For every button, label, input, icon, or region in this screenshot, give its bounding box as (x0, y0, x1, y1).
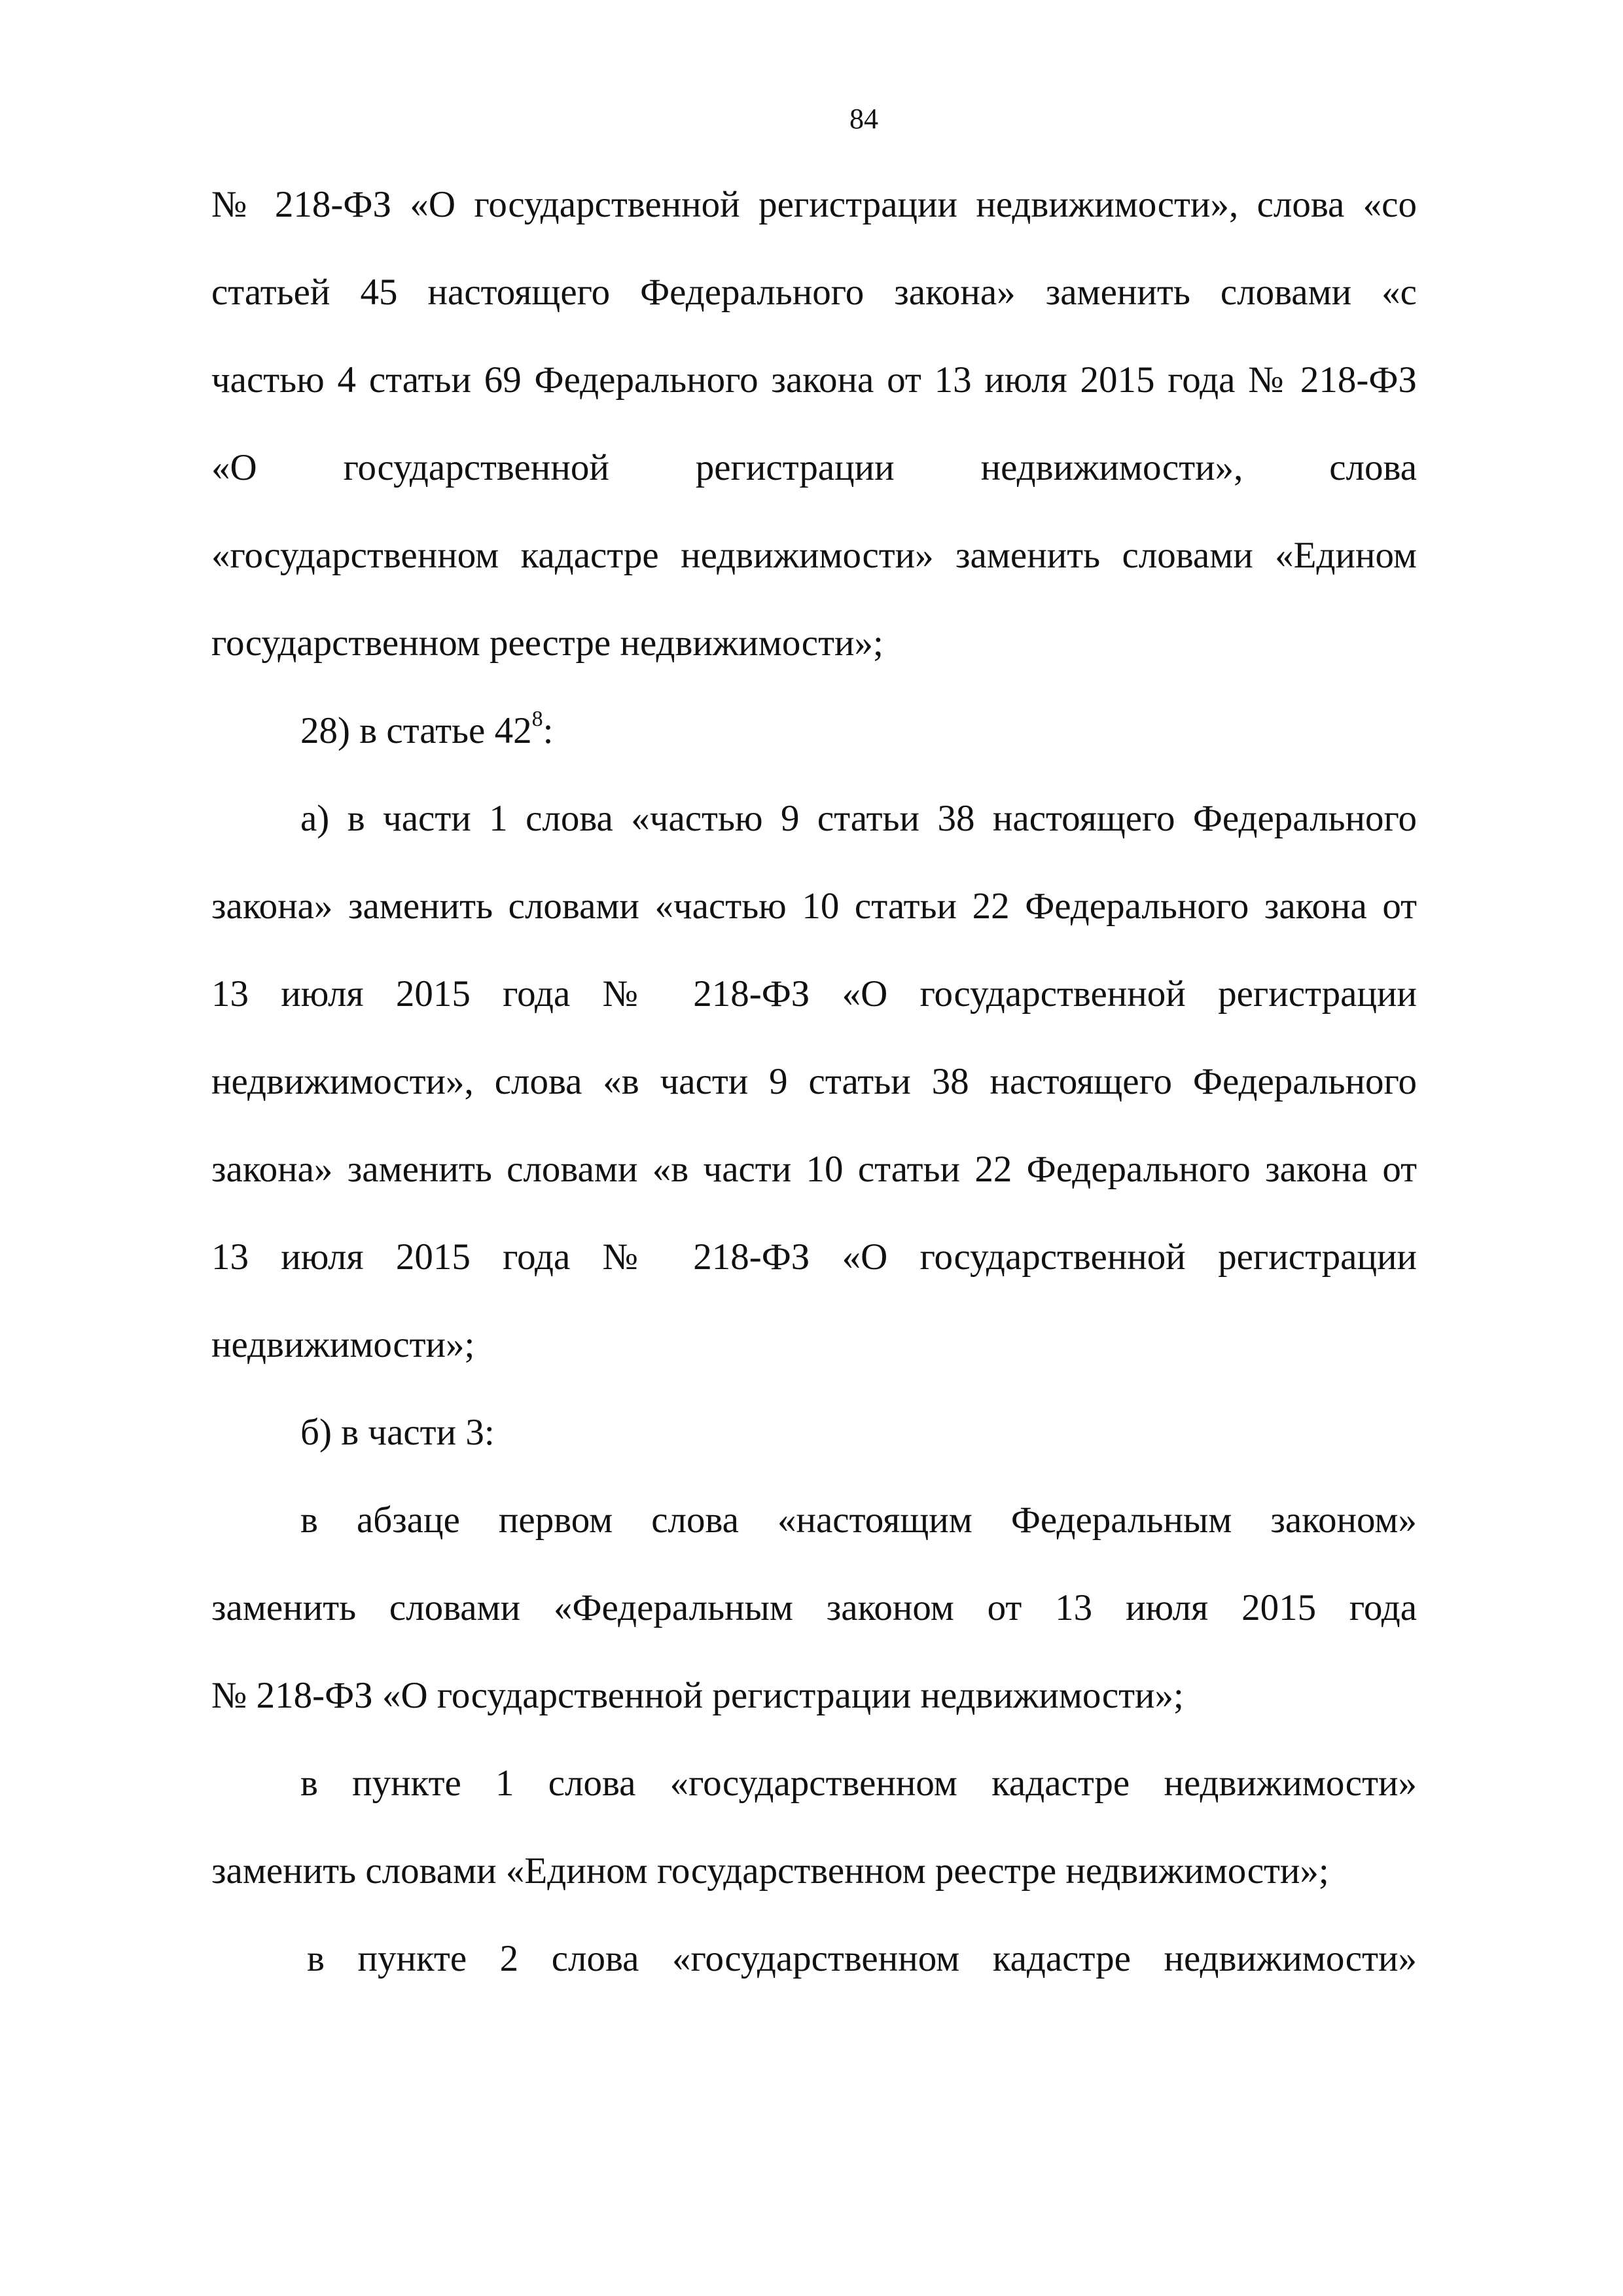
text-line: № 218-ФЗ «О государственной регистрации недвижимости»; (211, 1675, 1184, 1716)
text-line: закона» заменить словами «в части 10 статьи 22 Федерального закона от (211, 1149, 1417, 1190)
text-line: а) в части 1 слова «частью 9 статьи 38 настоящего Федерального (300, 798, 1417, 839)
article-superscript: 8 (531, 708, 543, 731)
text-line: недвижимости»; (211, 1324, 475, 1365)
article-heading (300, 708, 1417, 755)
text-line: «государственном кадастре недвижимости» заменить словами «Едином (211, 535, 1417, 576)
article-heading-suffix: : (543, 710, 554, 751)
text-line: 13 июля 2015 года № 218-ФЗ «О государственной регистрации (211, 1236, 1417, 1278)
text-line: № 218-ФЗ «О государственной регистрации недвижимости», слова «со (211, 184, 1417, 225)
text-line: б) в части 3: (300, 1412, 495, 1453)
text-line: заменить словами «Федеральным законом от 13 июля 2015 года (211, 1587, 1417, 1628)
text-line: 13 июля 2015 года № 218-ФЗ «О государственной регистрации (211, 973, 1417, 1014)
text-line: в пункте 2 слова «государственном кадастре недвижимости» (307, 1938, 1417, 1979)
page-number: 84 (849, 103, 878, 135)
text-line: государственном реестре недвижимости»; (211, 622, 883, 664)
text-line: частью 4 статьи 69 Федерального закона от 13 июля 2015 года № 218-ФЗ (211, 359, 1417, 401)
text-line: статьей 45 настоящего Федерального закона» заменить словами «с (211, 272, 1417, 313)
text-line: в пункте 1 слова «государственном кадастре недвижимости» (300, 1763, 1417, 1804)
text-line: закона» заменить словами «частью 10 статьи 22 Федерального закона от (211, 886, 1417, 927)
text-line: «О государственной регистрации недвижимости», слова (211, 447, 1417, 488)
text-line: в абзаце первом слова «настоящим Федеральным законом» (300, 1499, 1417, 1541)
text-line: недвижимости», слова «в части 9 статьи 38 настоящего Федерального (211, 1061, 1417, 1102)
article-heading-text: 28) в статье 42 (300, 710, 532, 751)
text-line: заменить словами «Едином государственном реестре недвижимости»; (211, 1850, 1329, 1892)
